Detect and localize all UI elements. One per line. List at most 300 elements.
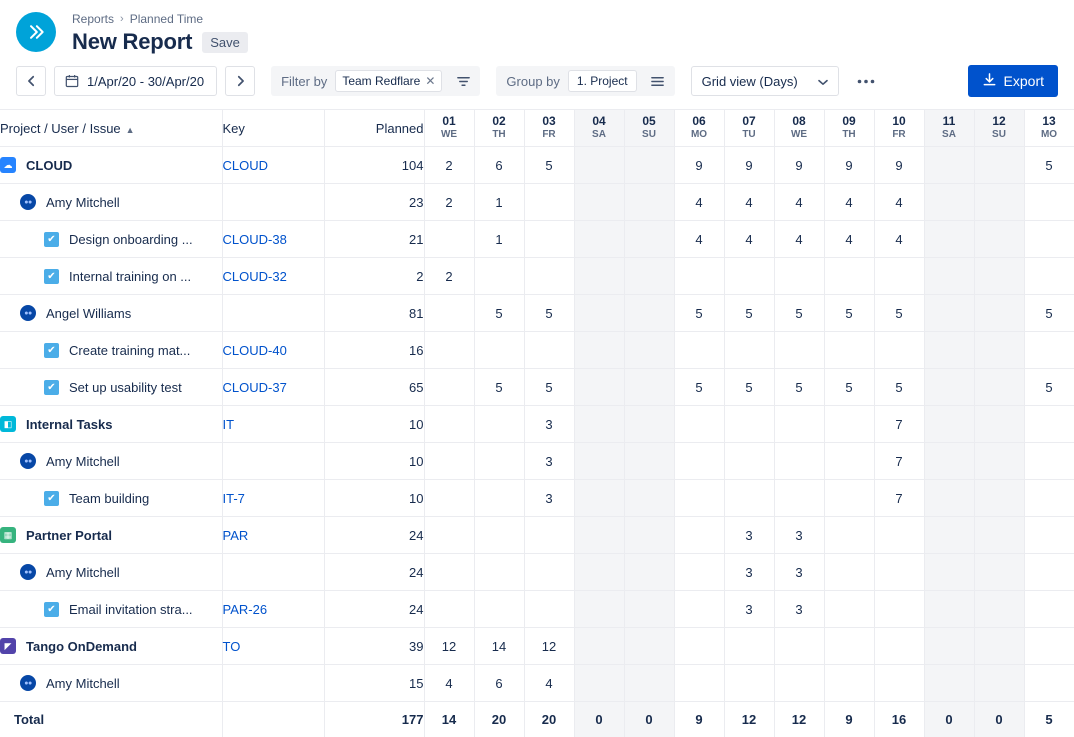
column-header-day-10 (874, 110, 924, 147)
row-day-cell[interactable] (624, 554, 674, 591)
total-day-cell: 0 (924, 702, 974, 737)
row-day-cell[interactable] (1024, 258, 1074, 295)
row-day-cell[interactable]: 5 (724, 369, 774, 406)
group-chip-project[interactable]: 1. Project (568, 70, 637, 92)
row-day-cell[interactable] (1024, 406, 1074, 443)
day-weekday: SU (642, 129, 656, 141)
row-day-cell[interactable] (924, 295, 974, 332)
row-day-cell[interactable] (924, 554, 974, 591)
row-day-cell[interactable] (824, 554, 874, 591)
row-day-cell[interactable] (824, 517, 874, 554)
row-day-cell[interactable] (474, 517, 524, 554)
row-day-cell[interactable] (624, 591, 674, 628)
row-day-cell[interactable] (524, 591, 574, 628)
close-icon[interactable]: ✕ (425, 74, 436, 88)
row-day-cell[interactable] (624, 332, 674, 369)
column-header-key[interactable]: Key (222, 110, 324, 147)
row-day-cell[interactable]: 5 (1024, 295, 1074, 332)
row-day-cell[interactable] (874, 258, 924, 295)
table-row (0, 332, 1074, 369)
row-day-cell[interactable] (574, 406, 624, 443)
row-day-cell[interactable]: 7 (874, 480, 924, 517)
row-day-cell[interactable]: 5 (674, 295, 724, 332)
breadcrumb-separator: › (120, 13, 124, 25)
row-day-cell[interactable]: 9 (824, 147, 874, 184)
day-weekday: SA (942, 129, 956, 141)
row-day-cell[interactable] (924, 221, 974, 258)
row-key-cell (222, 554, 324, 591)
row-day-cell[interactable]: 5 (674, 369, 724, 406)
row-day-cell[interactable] (624, 369, 674, 406)
row-key-cell[interactable]: CLOUD-32 (222, 258, 324, 295)
table-header-row (0, 110, 1074, 147)
row-day-cell[interactable] (824, 628, 874, 665)
row-day-cell[interactable] (974, 406, 1024, 443)
row-day-cell[interactable]: 1 (474, 184, 524, 221)
row-key-cell[interactable]: CLOUD-40 (222, 332, 324, 369)
row-day-cell[interactable] (1024, 443, 1074, 480)
row-day-cell[interactable] (674, 628, 724, 665)
row-day-cell[interactable] (524, 221, 574, 258)
row-day-cell[interactable] (624, 221, 674, 258)
row-day-cell[interactable] (674, 517, 724, 554)
total-day-cell: 20 (474, 702, 524, 737)
row-day-cell[interactable] (1024, 332, 1074, 369)
row-day-cell[interactable] (874, 665, 924, 702)
row-key-cell[interactable]: CLOUD-37 (222, 369, 324, 406)
row-day-cell[interactable]: 3 (774, 517, 824, 554)
row-day-cell[interactable] (524, 184, 574, 221)
row-day-cell[interactable]: 5 (774, 369, 824, 406)
row-name-label: CLOUD (26, 157, 73, 173)
row-day-cell[interactable] (574, 295, 624, 332)
row-day-cell[interactable]: 3 (724, 554, 774, 591)
row-day-cell[interactable] (424, 295, 474, 332)
row-day-cell[interactable]: 4 (874, 184, 924, 221)
row-day-cell[interactable] (724, 258, 774, 295)
row-name-label[interactable]: Create training mat... (69, 342, 191, 358)
row-day-cell[interactable] (674, 554, 724, 591)
row-name-label: Tango OnDemand (26, 638, 137, 654)
row-day-cell[interactable] (974, 591, 1024, 628)
row-day-cell[interactable] (624, 406, 674, 443)
row-day-cell[interactable] (624, 184, 674, 221)
row-day-cell[interactable] (424, 443, 474, 480)
row-day-cell[interactable] (774, 406, 824, 443)
row-day-cell[interactable]: 3 (524, 443, 574, 480)
row-day-cell[interactable] (674, 443, 724, 480)
row-day-cell[interactable]: 9 (874, 147, 924, 184)
row-planned-cell: 21 (324, 221, 424, 258)
row-day-cell[interactable] (974, 258, 1024, 295)
row-day-cell[interactable] (974, 554, 1024, 591)
row-day-cell[interactable] (824, 443, 874, 480)
row-day-cell[interactable] (424, 221, 474, 258)
total-day-cell: 12 (724, 702, 774, 737)
row-day-cell[interactable] (974, 147, 1024, 184)
view-mode-select[interactable] (691, 66, 839, 96)
save-button[interactable]: Save (202, 32, 248, 53)
row-key-cell[interactable]: IT (222, 406, 324, 443)
app-logo-icon (16, 12, 56, 52)
task-icon: ✔ (44, 232, 59, 247)
row-day-cell[interactable] (424, 591, 474, 628)
row-day-cell[interactable]: 5 (824, 369, 874, 406)
export-label: Export (1003, 73, 1044, 89)
row-day-cell[interactable]: 2 (424, 184, 474, 221)
row-day-cell[interactable] (574, 517, 624, 554)
row-day-cell[interactable]: 3 (524, 480, 574, 517)
row-day-cell[interactable] (874, 332, 924, 369)
row-day-cell[interactable] (574, 221, 624, 258)
task-icon: ✔ (44, 269, 59, 284)
row-day-cell[interactable] (774, 443, 824, 480)
day-number: 13 (1042, 114, 1056, 129)
row-day-cell[interactable]: 2 (424, 258, 474, 295)
row-key-cell (222, 184, 324, 221)
row-day-cell[interactable] (474, 480, 524, 517)
row-day-cell[interactable] (924, 369, 974, 406)
row-day-cell[interactable] (424, 480, 474, 517)
total-row (0, 702, 1074, 737)
row-day-cell[interactable]: 4 (724, 184, 774, 221)
more-options-button[interactable] (849, 66, 883, 96)
row-day-cell[interactable] (624, 517, 674, 554)
table-row (0, 369, 1074, 406)
column-header-day-02 (474, 110, 524, 147)
day-number: 02 (492, 114, 506, 129)
row-day-cell[interactable] (674, 480, 724, 517)
row-day-cell[interactable]: 4 (424, 665, 474, 702)
row-day-cell[interactable] (674, 665, 724, 702)
day-weekday: SA (592, 129, 606, 141)
column-header-day-09 (824, 110, 874, 147)
filter-icon[interactable] (450, 68, 476, 94)
filter-by-label: Filter by (281, 73, 328, 89)
row-day-cell[interactable] (874, 591, 924, 628)
row-day-cell[interactable] (924, 665, 974, 702)
row-day-cell[interactable] (824, 591, 874, 628)
row-name-label: Amy Mitchell (46, 453, 120, 469)
next-period-button[interactable] (225, 66, 255, 96)
row-planned-cell: 16 (324, 332, 424, 369)
row-day-cell[interactable] (974, 332, 1024, 369)
row-day-cell[interactable] (424, 517, 474, 554)
row-day-cell[interactable] (424, 332, 474, 369)
row-name-cell (0, 554, 222, 591)
row-day-cell[interactable] (574, 628, 624, 665)
export-button[interactable] (968, 65, 1058, 97)
row-day-cell[interactable] (924, 147, 974, 184)
row-day-cell[interactable]: 6 (474, 147, 524, 184)
row-day-cell[interactable] (974, 517, 1024, 554)
column-header-day-08 (774, 110, 824, 147)
filter-chip-label: Team Redflare (342, 74, 421, 88)
row-day-cell[interactable] (974, 665, 1024, 702)
row-day-cell[interactable] (474, 258, 524, 295)
avatar: ●● (20, 194, 36, 210)
row-day-cell[interactable]: 6 (474, 665, 524, 702)
row-day-cell[interactable] (924, 184, 974, 221)
row-day-cell[interactable]: 5 (724, 295, 774, 332)
breadcrumb-reports-link[interactable]: Reports (72, 12, 115, 26)
row-key-cell (222, 443, 324, 480)
row-day-cell[interactable]: 5 (874, 369, 924, 406)
row-day-cell[interactable] (1024, 184, 1074, 221)
download-icon (982, 72, 997, 90)
row-planned-cell: 2 (324, 258, 424, 295)
row-day-cell[interactable] (524, 332, 574, 369)
row-planned-cell: 24 (324, 517, 424, 554)
row-day-cell[interactable]: 9 (724, 147, 774, 184)
row-day-cell[interactable] (574, 369, 624, 406)
row-day-cell[interactable] (724, 665, 774, 702)
row-day-cell[interactable] (1024, 554, 1074, 591)
row-key-cell (222, 295, 324, 332)
row-day-cell[interactable] (924, 332, 974, 369)
row-day-cell[interactable]: 7 (874, 406, 924, 443)
row-day-cell[interactable] (574, 665, 624, 702)
row-day-cell[interactable] (724, 406, 774, 443)
row-day-cell[interactable]: 5 (824, 295, 874, 332)
row-day-cell[interactable]: 4 (774, 221, 824, 258)
row-day-cell[interactable] (924, 480, 974, 517)
row-day-cell[interactable] (724, 628, 774, 665)
row-day-cell[interactable]: 5 (1024, 369, 1074, 406)
date-range-picker[interactable] (54, 66, 217, 96)
row-day-cell[interactable] (624, 480, 674, 517)
row-name-cell (0, 184, 222, 221)
row-planned-cell: 81 (324, 295, 424, 332)
row-day-cell[interactable]: 3 (774, 554, 824, 591)
column-header-planned[interactable]: Planned (324, 110, 424, 147)
row-day-cell[interactable] (674, 591, 724, 628)
row-day-cell[interactable]: 2 (424, 147, 474, 184)
row-day-cell[interactable]: 5 (474, 295, 524, 332)
row-day-cell[interactable]: 3 (524, 406, 574, 443)
row-day-cell[interactable] (924, 517, 974, 554)
row-day-cell[interactable] (824, 480, 874, 517)
table-row (0, 443, 1074, 480)
row-day-cell[interactable] (474, 443, 524, 480)
row-name-label: Amy Mitchell (46, 564, 120, 580)
row-day-cell[interactable]: 5 (524, 147, 574, 184)
row-day-cell[interactable] (724, 332, 774, 369)
row-day-cell[interactable] (924, 258, 974, 295)
row-day-cell[interactable] (1024, 591, 1074, 628)
row-day-cell[interactable] (474, 591, 524, 628)
row-key-cell[interactable]: CLOUD (222, 147, 324, 184)
row-day-cell[interactable]: 5 (524, 369, 574, 406)
row-day-cell[interactable]: 3 (724, 591, 774, 628)
row-day-cell[interactable] (624, 295, 674, 332)
row-day-cell[interactable] (574, 258, 624, 295)
row-day-cell[interactable] (1024, 221, 1074, 258)
row-day-cell[interactable]: 9 (774, 147, 824, 184)
table-row (0, 406, 1074, 443)
avatar: ●● (20, 675, 36, 691)
row-name-label[interactable]: Set up usability test (69, 379, 182, 395)
group-by-group (496, 66, 674, 96)
row-day-cell[interactable]: 4 (824, 184, 874, 221)
row-day-cell[interactable] (424, 554, 474, 591)
row-day-cell[interactable] (574, 591, 624, 628)
row-planned-cell: 65 (324, 369, 424, 406)
row-day-cell[interactable] (474, 554, 524, 591)
row-day-cell[interactable] (624, 147, 674, 184)
day-number: 08 (792, 114, 806, 129)
row-day-cell[interactable] (574, 332, 624, 369)
row-day-cell[interactable] (974, 221, 1024, 258)
row-day-cell[interactable] (624, 665, 674, 702)
total-day-cell: 0 (574, 702, 624, 737)
day-weekday: WE (790, 129, 808, 141)
row-key-cell[interactable]: PAR-26 (222, 591, 324, 628)
row-day-cell[interactable] (974, 480, 1024, 517)
row-day-cell[interactable] (774, 628, 824, 665)
row-day-cell[interactable] (924, 591, 974, 628)
row-day-cell[interactable] (1024, 665, 1074, 702)
day-number: 06 (692, 114, 706, 129)
avatar: ●● (20, 305, 36, 321)
row-name-label: Internal Tasks (26, 416, 113, 432)
row-day-cell[interactable] (974, 369, 1024, 406)
column-header-name[interactable] (0, 110, 222, 147)
row-day-cell[interactable] (674, 406, 724, 443)
row-day-cell[interactable]: 12 (524, 628, 574, 665)
row-day-cell[interactable] (574, 147, 624, 184)
row-day-cell[interactable] (924, 406, 974, 443)
row-day-cell[interactable]: 4 (724, 221, 774, 258)
row-day-cell[interactable] (424, 406, 474, 443)
row-day-cell[interactable] (1024, 628, 1074, 665)
row-key-cell[interactable]: PAR (222, 517, 324, 554)
row-day-cell[interactable] (474, 332, 524, 369)
row-day-cell[interactable] (924, 628, 974, 665)
row-day-cell[interactable]: 3 (774, 591, 824, 628)
row-day-cell[interactable] (774, 480, 824, 517)
row-day-cell[interactable] (924, 443, 974, 480)
row-planned-cell: 24 (324, 554, 424, 591)
row-name-label[interactable]: Design onboarding ... (69, 231, 193, 247)
row-day-cell[interactable] (974, 628, 1024, 665)
row-name-label[interactable]: Email invitation stra... (69, 601, 193, 617)
row-day-cell[interactable]: 4 (874, 221, 924, 258)
row-day-cell[interactable] (1024, 480, 1074, 517)
row-day-cell[interactable]: 5 (774, 295, 824, 332)
row-day-cell[interactable] (624, 628, 674, 665)
row-day-cell[interactable] (674, 332, 724, 369)
row-day-cell[interactable] (724, 480, 774, 517)
day-weekday: MO (1040, 129, 1058, 141)
row-day-cell[interactable]: 5 (874, 295, 924, 332)
row-day-cell[interactable] (824, 406, 874, 443)
total-day-cell: 0 (974, 702, 1024, 737)
row-day-cell[interactable]: 4 (524, 665, 574, 702)
row-day-cell[interactable] (624, 258, 674, 295)
row-day-cell[interactable] (674, 258, 724, 295)
row-day-cell[interactable]: 14 (474, 628, 524, 665)
row-planned-cell: 10 (324, 406, 424, 443)
total-day-cell: 14 (424, 702, 474, 737)
row-day-cell[interactable] (874, 628, 924, 665)
row-day-cell[interactable]: 5 (1024, 147, 1074, 184)
row-day-cell[interactable] (574, 554, 624, 591)
row-day-cell[interactable] (824, 665, 874, 702)
row-planned-cell: 24 (324, 591, 424, 628)
row-day-cell[interactable] (524, 258, 574, 295)
row-day-cell[interactable] (774, 258, 824, 295)
table-row (0, 480, 1074, 517)
row-day-cell[interactable]: 5 (474, 369, 524, 406)
row-day-cell[interactable] (1024, 517, 1074, 554)
row-day-cell[interactable] (574, 443, 624, 480)
total-key-cell (222, 702, 324, 737)
table-row (0, 665, 1074, 702)
sort-ascending-icon: ▲ (125, 124, 135, 135)
row-day-cell[interactable] (774, 665, 824, 702)
row-day-cell[interactable]: 4 (774, 184, 824, 221)
row-day-cell[interactable]: 4 (674, 221, 724, 258)
row-day-cell[interactable]: 5 (524, 295, 574, 332)
row-day-cell[interactable] (624, 443, 674, 480)
row-day-cell[interactable] (824, 258, 874, 295)
row-day-cell[interactable] (974, 184, 1024, 221)
day-weekday: MO (690, 129, 708, 141)
row-day-cell[interactable] (824, 332, 874, 369)
row-day-cell[interactable] (474, 406, 524, 443)
row-name-label[interactable]: Team building (69, 490, 150, 506)
column-header-day-12 (974, 110, 1024, 147)
row-day-cell[interactable] (724, 443, 774, 480)
row-day-cell[interactable] (574, 184, 624, 221)
row-name-label: Amy Mitchell (46, 675, 120, 691)
row-day-cell[interactable] (524, 554, 574, 591)
day-number: 04 (592, 114, 606, 129)
row-day-cell[interactable]: 9 (674, 147, 724, 184)
row-day-cell[interactable]: 7 (874, 443, 924, 480)
row-day-cell[interactable] (574, 480, 624, 517)
row-key-cell[interactable]: CLOUD-38 (222, 221, 324, 258)
row-day-cell[interactable] (974, 295, 1024, 332)
filter-chip-team-redflare[interactable] (335, 70, 442, 92)
table-row (0, 554, 1074, 591)
table-row (0, 221, 1074, 258)
list-icon[interactable] (645, 68, 671, 94)
row-key-cell[interactable]: IT-7 (222, 480, 324, 517)
row-day-cell[interactable] (974, 443, 1024, 480)
row-day-cell[interactable]: 12 (424, 628, 474, 665)
row-day-cell[interactable] (774, 332, 824, 369)
task-icon: ✔ (44, 343, 59, 358)
previous-period-button[interactable] (16, 66, 46, 96)
breadcrumb-planned-time-link[interactable]: Planned Time (129, 12, 204, 26)
total-day-cell: 5 (1024, 702, 1074, 737)
row-day-cell[interactable] (424, 369, 474, 406)
row-day-cell[interactable]: 1 (474, 221, 524, 258)
row-name-label[interactable]: Internal training on ... (69, 268, 192, 284)
row-day-cell[interactable] (874, 517, 924, 554)
row-day-cell[interactable]: 4 (824, 221, 874, 258)
row-day-cell[interactable]: 3 (724, 517, 774, 554)
row-day-cell[interactable]: 4 (674, 184, 724, 221)
row-day-cell[interactable] (524, 517, 574, 554)
row-key-cell[interactable]: TO (222, 628, 324, 665)
task-icon: ✔ (44, 491, 59, 506)
column-header-day-05 (624, 110, 674, 147)
row-day-cell[interactable] (874, 554, 924, 591)
row-planned-cell: 39 (324, 628, 424, 665)
